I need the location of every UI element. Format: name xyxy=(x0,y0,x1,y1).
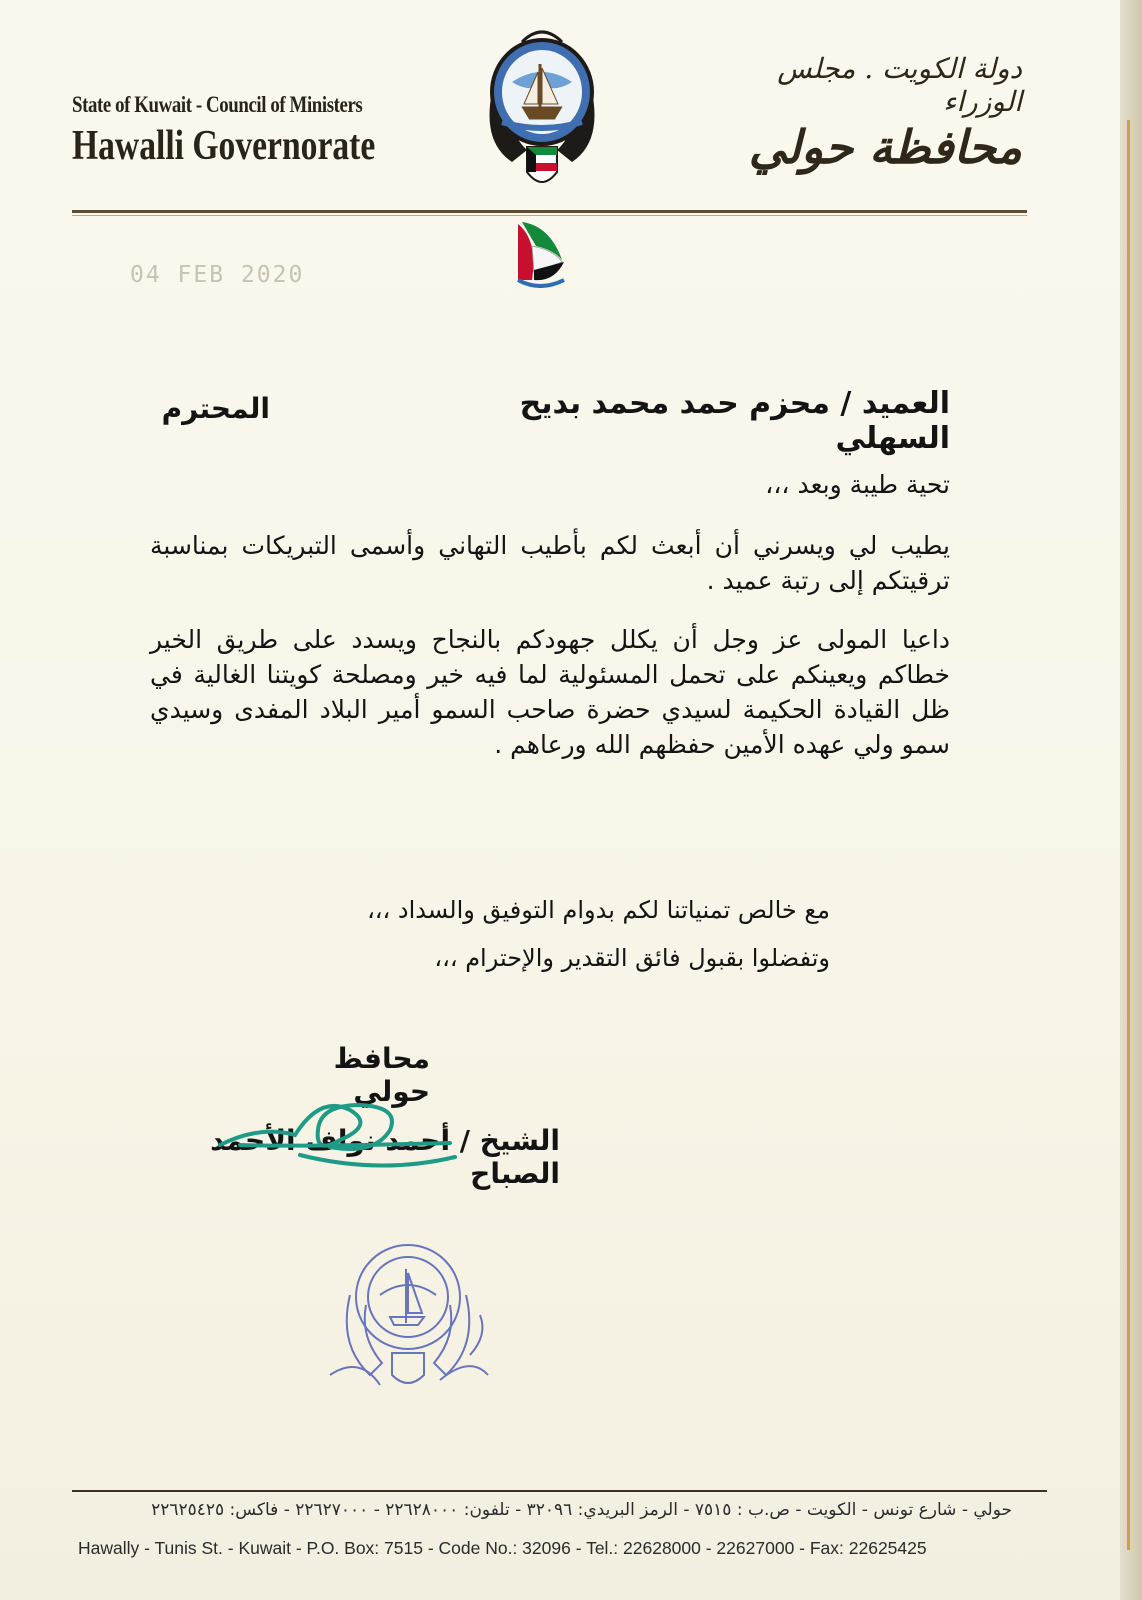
header-divider xyxy=(72,210,1027,213)
header-en-governorate: Hawalli Governorate xyxy=(72,123,376,169)
header-divider-thin xyxy=(72,215,1027,216)
english-header xyxy=(72,92,402,170)
header-en-council: State of Kuwait - Council of Ministers xyxy=(72,92,363,117)
signatory-name: الشيخ / أحمد نواف الأحمد الصباح xyxy=(210,1124,560,1190)
greeting: تحية طيبة وبعد ،،، xyxy=(765,470,950,499)
handwritten-signature-icon xyxy=(200,1085,500,1195)
page-edge xyxy=(1120,0,1142,1600)
closing-wishes: مع خالص تمنياتنا لكم بدوام التوفيق والسداد ،،، xyxy=(367,896,830,924)
footer-divider xyxy=(72,1490,1047,1492)
kuwait-emblem-icon xyxy=(472,22,612,192)
closing-regards: وتفضلوا بقبول فائق التقدير والإحترام ،،، xyxy=(434,944,830,972)
body-paragraph-2: داعيا المولى عز وجل أن يكلل جهودكم بالنجاح ويسدد على طريق الخير خطاكم ويعينكم على تحمل المسئولية لما فيه خير ومصلحة كويتنا الغالية في ظل القيادة الحكيمة لسيدي حضرة صاحب السمو أمير البلاد المفدى وسيدي سمو ولي عهده الأمين حفظهم الله ورعاهم . xyxy=(150,625,950,759)
header-ar-governorate: محافظة حولي xyxy=(748,120,1022,174)
body-paragraph-1: يطيب لي ويسرني أن أبعث لكم بأطيب التهاني وأسمى التبريكات بمناسبة ترقيتكم إلى رتبة عميد . xyxy=(150,531,950,595)
kuwait-sail-logo-icon xyxy=(510,220,570,288)
honorific: المحترم xyxy=(161,392,270,425)
signatory-title: محافظ حولي xyxy=(333,1042,430,1108)
addressee-line: العميد / محزم حمد محمد بديح السهلي xyxy=(519,386,950,456)
official-seal-icon xyxy=(320,1225,495,1395)
footer-english-address: Hawally - Tunis St. - Kuwait - P.O. Box: 7515 - Code No.: 32096 - Tel.: 22628000 - 22627000 - Fax: 22625425 xyxy=(78,1538,927,1558)
header-ar-council: دولة الكويت . مجلس الوزراء xyxy=(777,52,1022,118)
gold-border xyxy=(1127,120,1130,1550)
date-stamp: 04 FEB 2020 xyxy=(130,262,305,288)
arabic-header xyxy=(702,52,1022,174)
footer-arabic-address: حولي - شارع تونس - الكويت - ص.ب : ٧٥١٥ - الرمز البريدي: ٣٢٠٩٦ - تلفون: ٢٢٦٢٨٠٠٠ - ٢٢٦٢٧٠٠٠ - فاكس: ٢٢٦٢٥٤٢٥ xyxy=(151,1500,1012,1520)
